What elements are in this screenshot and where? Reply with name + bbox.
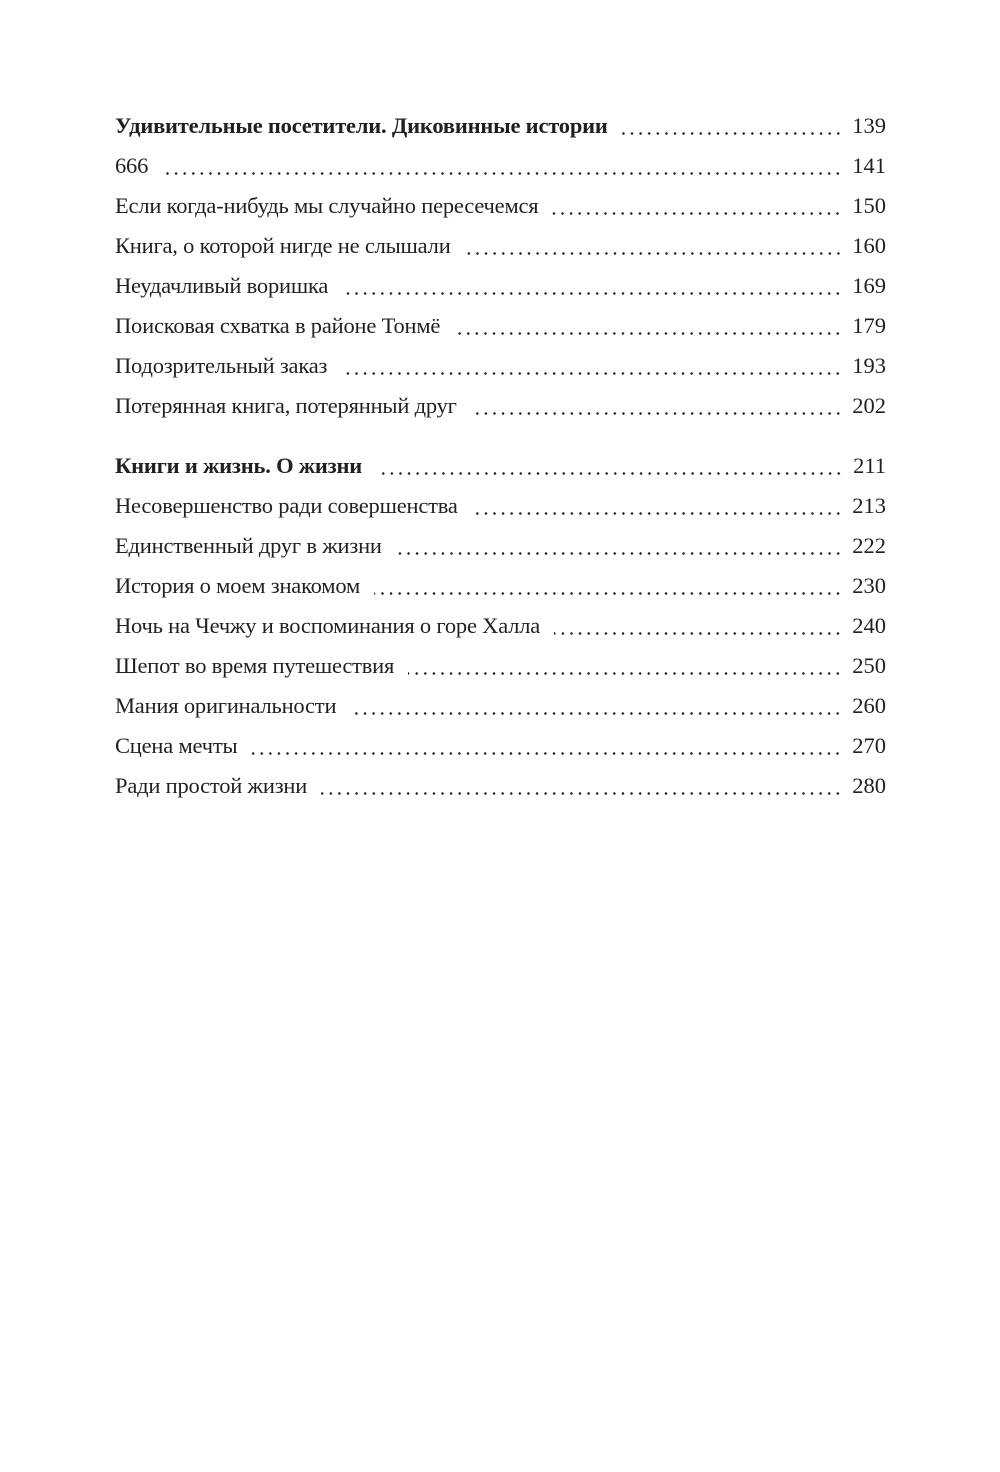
page-number: 250 xyxy=(852,653,886,678)
page-number: 222 xyxy=(852,533,886,558)
toc-entry xyxy=(115,266,886,306)
dot-leader xyxy=(471,386,843,426)
section-heading xyxy=(115,106,886,146)
page-number: 193 xyxy=(852,353,886,378)
dot-leader xyxy=(350,686,842,726)
dot-leader xyxy=(341,346,842,386)
toc-entry xyxy=(115,186,886,226)
toc-section xyxy=(115,446,886,806)
page-number: 160 xyxy=(852,233,886,258)
dot-leader xyxy=(554,606,842,646)
entry-title: Книга, о которой нигде не слышали xyxy=(115,233,451,258)
dot-leader xyxy=(342,266,842,306)
toc-entry xyxy=(115,686,886,726)
dot-leader xyxy=(396,526,843,566)
entry-title: Неудачливый воришка xyxy=(115,273,329,298)
section-heading xyxy=(115,446,886,486)
page-number: 169 xyxy=(852,273,886,298)
dot-leader xyxy=(408,646,842,686)
toc-entry xyxy=(115,766,886,806)
dot-leader xyxy=(374,566,842,606)
dot-leader xyxy=(552,186,842,226)
entry-title: Книги и жизнь. О жизни xyxy=(115,453,363,478)
toc-entry xyxy=(115,226,886,266)
entry-title: Сцена мечты xyxy=(115,733,238,758)
toc-entry xyxy=(115,306,886,346)
toc-entry xyxy=(115,606,886,646)
dot-leader xyxy=(321,766,842,806)
page-number: 213 xyxy=(852,493,886,518)
dot-leader xyxy=(162,146,842,186)
page-number: 202 xyxy=(852,393,886,418)
entry-title: Поисковая схватка в районе Тонмё xyxy=(115,313,441,338)
page-number: 150 xyxy=(852,193,886,218)
toc-section xyxy=(115,106,886,426)
dot-leader xyxy=(454,306,842,346)
toc-entry xyxy=(115,386,886,426)
page-number: 179 xyxy=(852,313,886,338)
page-number: 240 xyxy=(852,613,886,638)
entry-title: Ночь на Чечжу и воспоминания о горе Халла xyxy=(115,613,541,638)
page-number: 270 xyxy=(852,733,886,758)
toc-entry xyxy=(115,486,886,526)
entry-title: Ради простой жизни xyxy=(115,773,308,798)
table-of-contents xyxy=(115,106,886,806)
dot-leader xyxy=(376,446,843,486)
entry-title: История о моем знакомом xyxy=(115,573,360,598)
entry-title: Потерянная книга, потерянный друг xyxy=(115,393,457,418)
toc-entry xyxy=(115,526,886,566)
page-number: 230 xyxy=(852,573,886,598)
entry-title: Мания оригинальности xyxy=(115,693,337,718)
toc-entry xyxy=(115,146,886,186)
page-number: 141 xyxy=(852,153,886,178)
entry-title: Удивительные посетители. Диковинные истории xyxy=(115,113,608,138)
entry-title: Если когда-нибудь мы случайно пересечемся xyxy=(115,193,539,218)
toc-entry xyxy=(115,726,886,766)
toc-entry xyxy=(115,346,886,386)
dot-leader xyxy=(465,226,843,266)
entry-title: Подозрительный заказ xyxy=(115,353,328,378)
dot-leader xyxy=(472,486,843,526)
dot-leader xyxy=(622,106,843,146)
page-number: 139 xyxy=(852,113,886,138)
page-number: 280 xyxy=(852,773,886,798)
entry-title: Единственный друг в жизни xyxy=(115,533,382,558)
toc-entry xyxy=(115,646,886,686)
page-number: 260 xyxy=(852,693,886,718)
entry-title: Шепот во время путешествия xyxy=(115,653,395,678)
entry-title: 666 xyxy=(115,153,149,178)
entry-title: Несовершенство ради совершенства xyxy=(115,493,458,518)
page-number: 211 xyxy=(853,453,886,478)
toc-entry xyxy=(115,566,886,606)
dot-leader xyxy=(251,726,842,766)
